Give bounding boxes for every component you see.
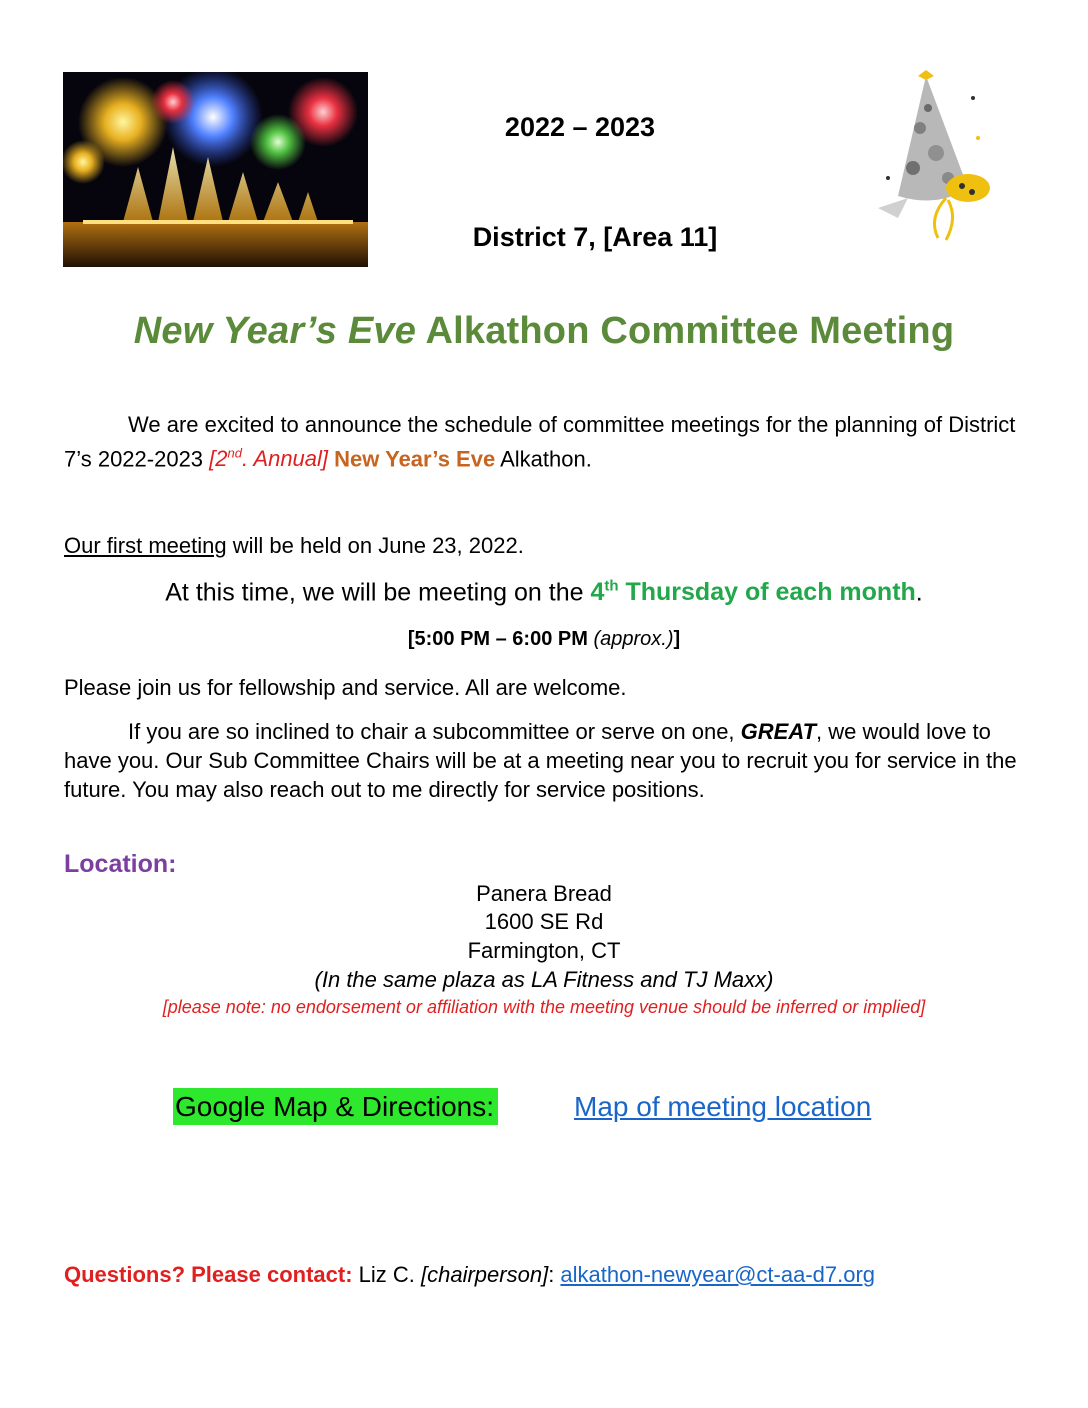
intro-text-a: We are excited to announce the schedule of committee meetings for the planning of District 7’s 2022-2023 xyxy=(64,412,1016,472)
annual-label: [2nd. Annual] xyxy=(209,446,329,472)
intro-text-b: Alkathon. xyxy=(495,446,592,472)
schedule-highlight: 4th Thursday of each month xyxy=(590,578,916,607)
contact-question: Questions? Please contact: xyxy=(64,1262,353,1287)
nye-label: New Year’s Eve xyxy=(334,446,496,472)
schedule-post: . xyxy=(915,578,923,607)
district-heading: District 7, [Area 11] xyxy=(472,222,718,252)
fireworks-image xyxy=(63,72,368,267)
contact-email-link[interactable]: alkathon-newyear@ct-aa-d7.org xyxy=(560,1262,876,1287)
contact-role: [chairperson] xyxy=(421,1262,549,1287)
first-meeting-line xyxy=(64,533,524,559)
location-street: 1600 SE Rd xyxy=(484,909,604,934)
year-heading: 2022 – 2023 xyxy=(504,112,656,142)
contact-line: Questions? Please contact: Liz C. [chairperson]: alkathon-newyear@ct-aa-d7.org xyxy=(64,1262,876,1287)
meeting-time: [5:00 PM – 6:00 PM (approx.)] xyxy=(407,628,681,650)
location-label: Location: xyxy=(64,850,177,878)
location-plaza: (In the same plaza as LA Fitness and TJ Maxx) xyxy=(314,967,774,992)
title-italic: New Year’s Eve xyxy=(133,310,417,352)
schedule-pre: At this time, we will be meeting on the xyxy=(165,578,591,607)
first-meeting-underlined: Our first meeting xyxy=(64,533,227,558)
intro-paragraph xyxy=(64,410,1026,473)
title-rest: Alkathon Committee Meeting xyxy=(416,310,955,352)
first-meeting-rest: will be held on June 23, 2022. xyxy=(226,533,524,558)
great-emphasis: GREAT xyxy=(740,719,817,744)
location-city: Farmington, CT xyxy=(467,938,621,963)
schedule-line xyxy=(40,578,1048,607)
page-title xyxy=(40,310,1048,353)
venue-disclaimer: [please note: no endorsement or affiliation with the meeting venue should be inferred or implied] xyxy=(162,997,926,1017)
location-name: Panera Bread xyxy=(476,881,612,906)
join-line: Please join us for fellowship and service. All are welcome. xyxy=(64,675,627,700)
party-hat-icon xyxy=(868,68,998,248)
map-link[interactable]: Map of meeting location xyxy=(574,1091,872,1122)
map-label: Google Map & Directions: xyxy=(173,1088,498,1125)
subcommittee-paragraph: If you are so inclined to chair a subcommittee or serve on one, GREAT, we would love to have you. Our Sub Committee Chairs will be at a meeting near you to recruit you for service in the future. You may also reach out to me directly for service positions. xyxy=(64,719,1017,802)
